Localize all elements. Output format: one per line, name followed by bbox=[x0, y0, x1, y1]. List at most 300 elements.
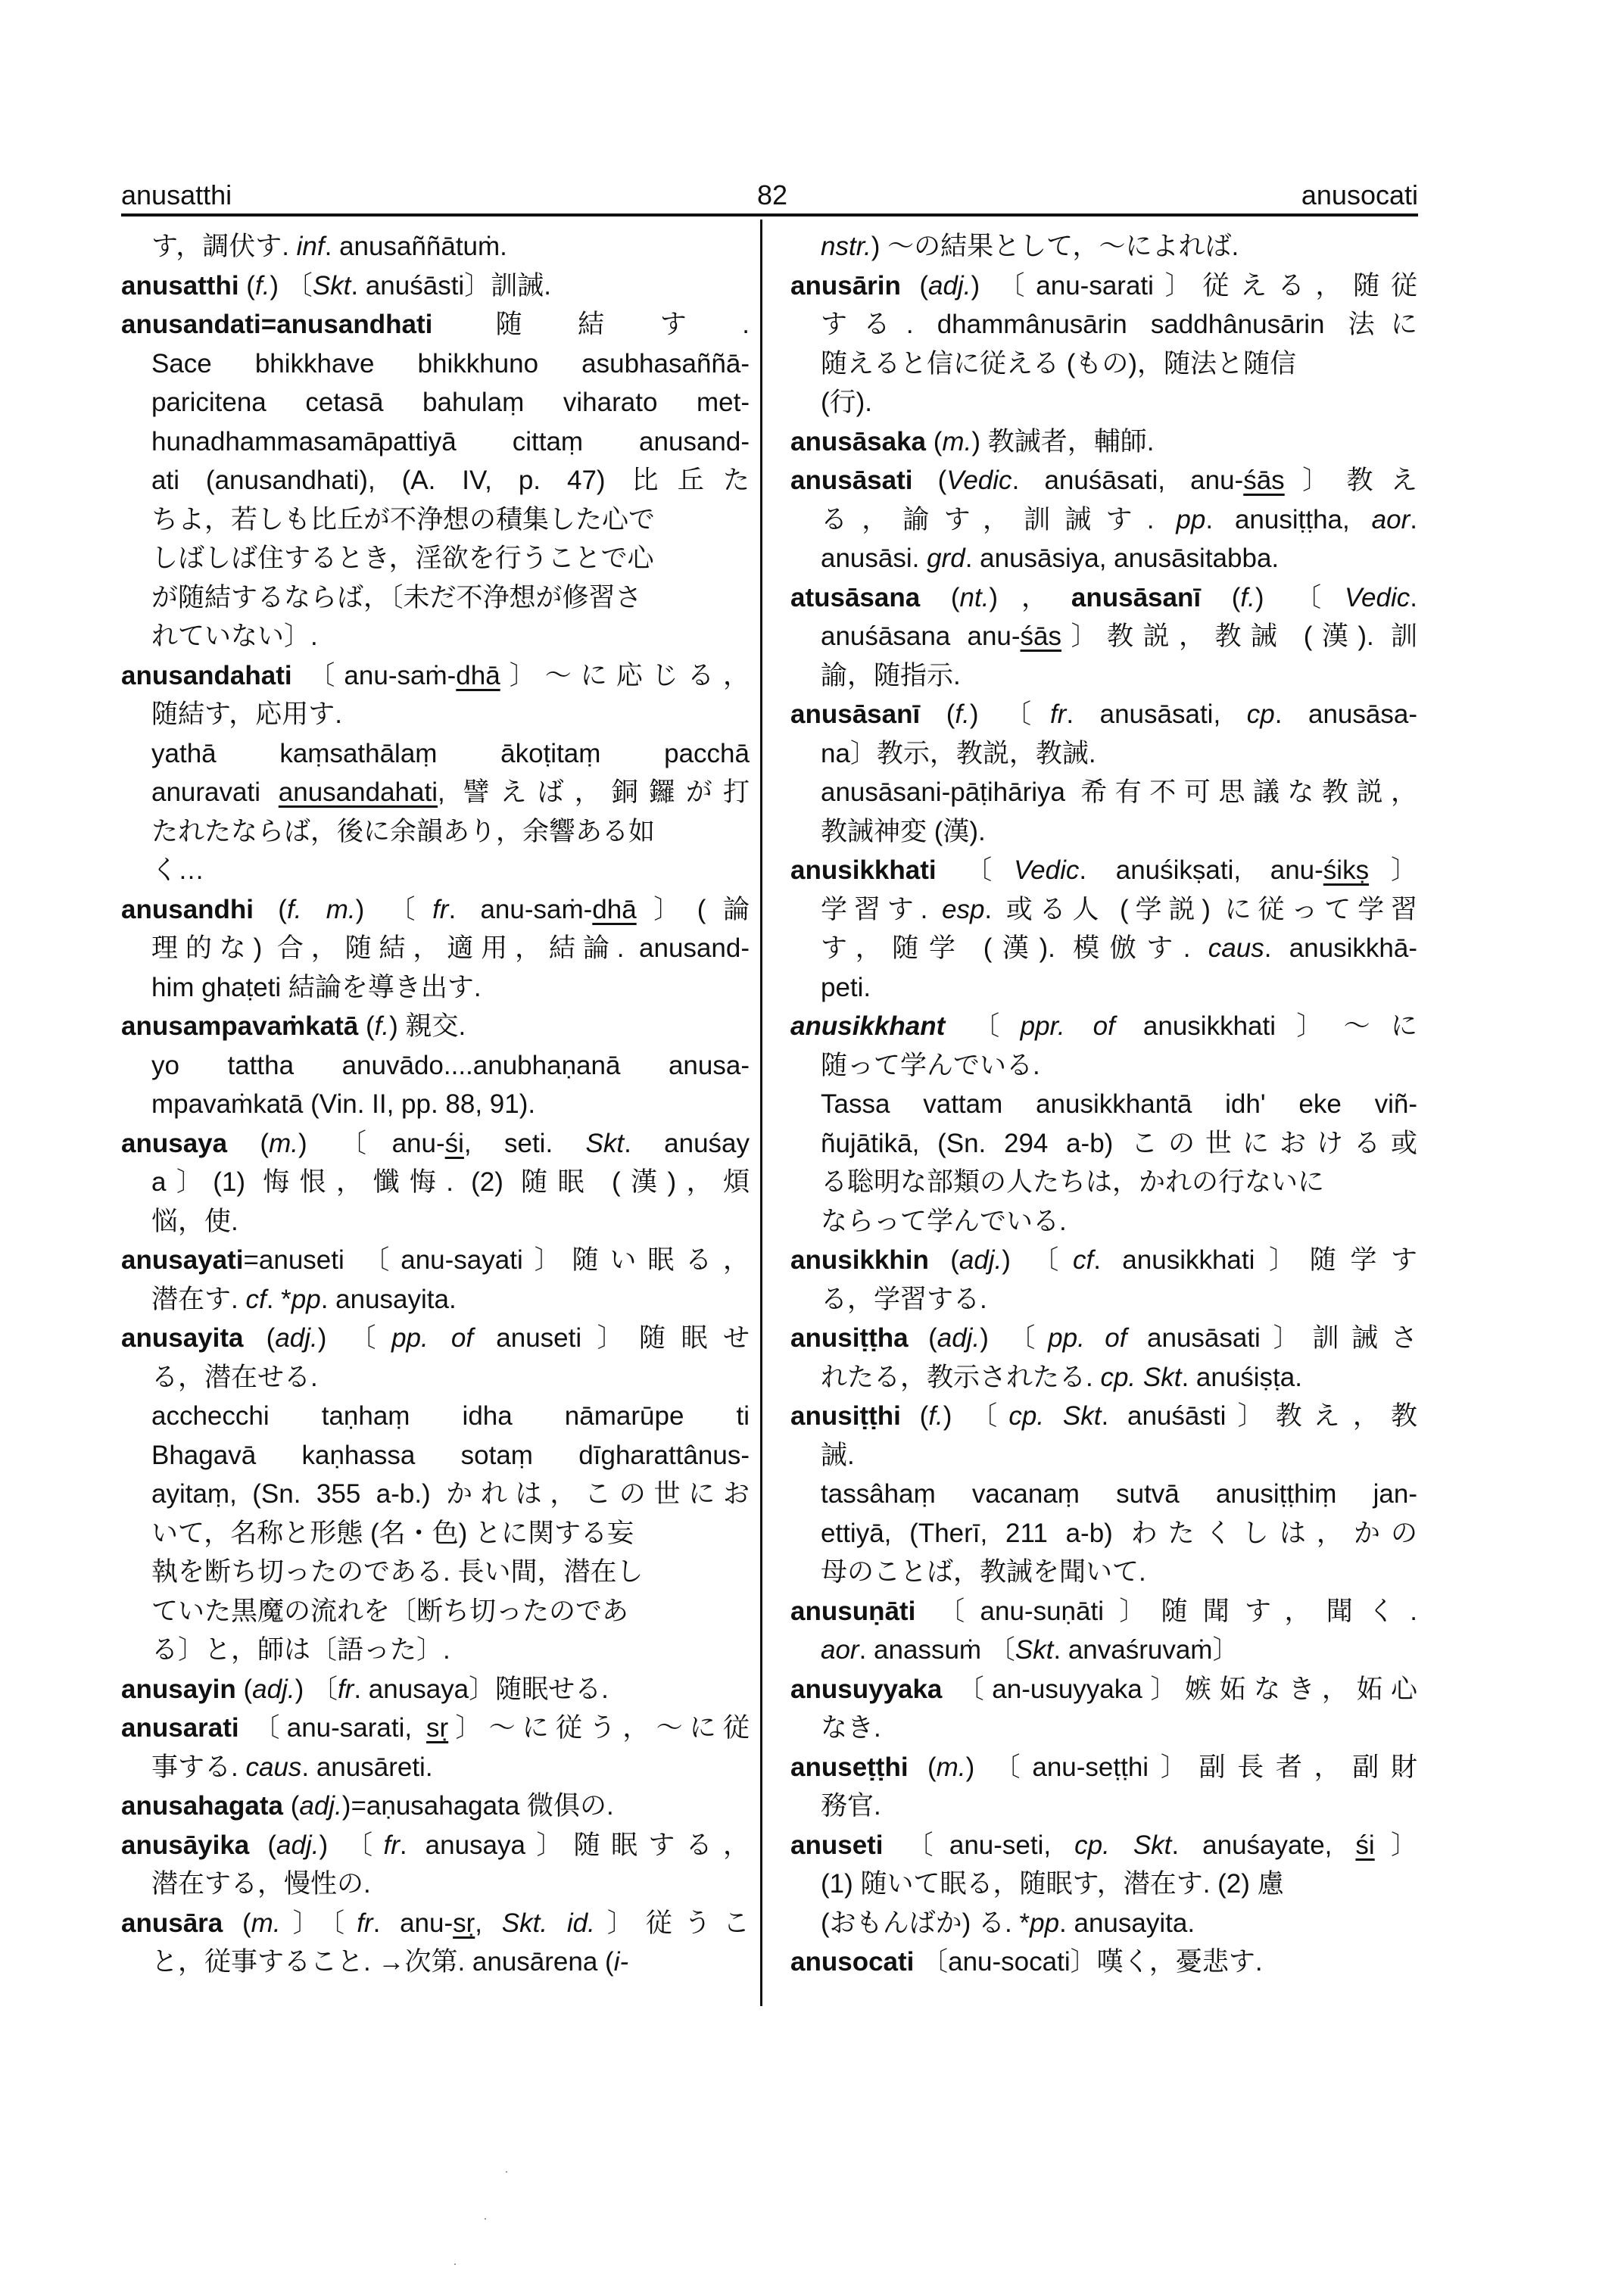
entry-text: 〔anu-saṁ- bbox=[291, 660, 457, 690]
grammar-abbrev: f. bbox=[1240, 582, 1255, 612]
entry-text: . anusāsati, bbox=[1066, 699, 1247, 729]
entry-text: . anuśayate, bbox=[1171, 1830, 1356, 1860]
headword: anusarati bbox=[121, 1713, 239, 1743]
headword: anusāra bbox=[121, 1908, 223, 1938]
entry-continuation-line bbox=[790, 1202, 1417, 1242]
entry-text: . anuśāsti〕訓誡. bbox=[351, 270, 551, 301]
headword: anuseṭṭhi bbox=[790, 1752, 909, 1782]
grammar-abbrev: adj. bbox=[252, 1674, 295, 1704]
entry-text: 潜在す. bbox=[151, 1284, 246, 1314]
dictionary-entry-line bbox=[121, 890, 750, 930]
dictionary-entry-line bbox=[790, 695, 1417, 734]
headword: anusāsanī bbox=[1071, 582, 1202, 612]
entry-continuation-line bbox=[790, 1124, 1417, 1164]
entry-text: 執を断ち切ったのである. 長い間，潜在し bbox=[151, 1557, 644, 1587]
grammar-abbrev: ppr. of bbox=[1020, 1011, 1115, 1041]
headword: anusandahati bbox=[121, 660, 292, 690]
dictionary-entry-line bbox=[790, 422, 1417, 462]
root-underlined: sṛ bbox=[426, 1713, 449, 1743]
entry-text: ちよ，若しも比丘が不浄想の積集した心で bbox=[151, 504, 656, 534]
dictionary-entry-line bbox=[790, 851, 1417, 890]
entry-continuation-line bbox=[121, 1631, 750, 1670]
grammar-abbrev: fr bbox=[383, 1830, 400, 1860]
dictionary-entry-line bbox=[121, 1787, 750, 1826]
entry-text: 誡. bbox=[821, 1440, 855, 1470]
entry-continuation-line bbox=[121, 617, 750, 656]
entry-text: anusāsi. bbox=[821, 544, 927, 573]
entry-continuation-line bbox=[790, 1553, 1417, 1592]
entry-text: ) 〔 bbox=[270, 270, 313, 301]
entry-text: 〕 bbox=[1374, 1830, 1417, 1860]
entry-continuation-line bbox=[790, 500, 1417, 540]
entry-text: na〕教示，教説，教誡. bbox=[821, 738, 1096, 768]
entry-text: . anusaya〕随眠せる. bbox=[354, 1674, 609, 1704]
entry-text: ) 〔anu-seṭṭhi〕副長者，副財 bbox=[965, 1752, 1417, 1782]
entry-text: . bbox=[1410, 582, 1417, 612]
dictionary-entry-line bbox=[121, 1709, 750, 1748]
entry-text: く… bbox=[151, 855, 205, 885]
entry-text: 諭，随指示. bbox=[821, 660, 961, 690]
headword: anusandati=anusandhati bbox=[121, 310, 433, 339]
entry-text: る，学習する. bbox=[821, 1284, 987, 1314]
entry-text: =anuseti 〔anu-sayati〕随い眠る， bbox=[243, 1245, 750, 1275]
entry-text: . anuśikṣati, anu- bbox=[1079, 855, 1323, 885]
entry-continuation-line bbox=[121, 1592, 750, 1631]
headword: anuseti bbox=[790, 1830, 884, 1860]
entry-continuation-line bbox=[121, 1046, 750, 1086]
entry-text: a〕(1) 悔恨，懺悔. (2) 随眠 (漢)，煩 bbox=[151, 1167, 750, 1197]
grammar-abbrev: Skt. id. bbox=[501, 1908, 595, 1938]
entry-text: 随結す. bbox=[432, 310, 750, 339]
entry-text: . anvaśruvaṁ〕 bbox=[1053, 1635, 1239, 1665]
dictionary-entry-line bbox=[790, 461, 1417, 500]
entry-text: (1) 随いて眠る，随眠す，潜在す. (2) 慮 bbox=[821, 1869, 1284, 1899]
entry-text: ( bbox=[243, 1323, 276, 1353]
headword: anusikkhin bbox=[790, 1245, 929, 1275]
grammar-abbrev: cp. Skt bbox=[1008, 1401, 1102, 1431]
entry-continuation-line bbox=[121, 812, 750, 852]
entry-continuation-line bbox=[121, 1475, 750, 1514]
grammar-abbrev: aor bbox=[821, 1635, 859, 1665]
entry-text: 学習す. bbox=[821, 894, 942, 924]
entry-text: . anuśāsti〕教え，教 bbox=[1101, 1401, 1417, 1431]
entry-text: なき. bbox=[821, 1713, 881, 1743]
headword: anusāsanī bbox=[790, 699, 921, 729]
root-underlined: anusandahati bbox=[278, 777, 438, 807]
entry-text: . anusikkhati〕随学す bbox=[1093, 1245, 1417, 1275]
entry-text: ( bbox=[926, 426, 943, 456]
grammar-abbrev: pp bbox=[1030, 1908, 1060, 1938]
headword: anusayita bbox=[121, 1323, 244, 1353]
entry-continuation-line bbox=[121, 1202, 750, 1242]
dictionary-entry-line bbox=[790, 578, 1417, 618]
entry-text: ñujātikā, (Sn. 294 a-b) この世における或 bbox=[821, 1128, 1417, 1158]
entry-text: 〔anu-suṇāti〕随聞す，聞く. bbox=[915, 1596, 1417, 1626]
entry-continuation-line bbox=[121, 1085, 750, 1124]
entry-text: 〔anu-sarati, bbox=[238, 1713, 427, 1743]
entry-text: . anuśāsati, anu- bbox=[1011, 466, 1244, 495]
entry-text: , 譬えば，銅鑼が打 bbox=[437, 777, 750, 807]
dictionary-entry-line bbox=[121, 1904, 750, 1943]
grammar-abbrev: fr bbox=[357, 1908, 373, 1938]
entry-continuation-line bbox=[790, 812, 1417, 852]
root-underlined: śās bbox=[1020, 622, 1062, 651]
entry-text: ( bbox=[223, 1908, 251, 1938]
entry-text: 〔 bbox=[945, 1011, 1021, 1041]
entry-text: . anusayita. bbox=[1059, 1908, 1195, 1938]
headword: anusayati bbox=[121, 1245, 244, 1275]
entry-text: . anassuṁ 〔 bbox=[859, 1635, 1015, 1665]
entry-continuation-line bbox=[121, 929, 750, 968]
entry-text: ( bbox=[235, 1674, 253, 1704]
grammar-abbrev: i- bbox=[613, 1947, 629, 1977]
entry-text: ) 〔 bbox=[1002, 1245, 1073, 1275]
entry-text: mpavaṁkatā (Vin. II, pp. 88, 91). bbox=[151, 1089, 536, 1119]
entry-text: )=aṇusahagata 微俱の. bbox=[341, 1791, 614, 1821]
grammar-abbrev: aor bbox=[1371, 504, 1410, 534]
entry-text: , seti. bbox=[463, 1128, 586, 1158]
entry-continuation-line bbox=[790, 1865, 1417, 1904]
entry-text: ( bbox=[900, 270, 928, 301]
entry-continuation-line bbox=[121, 461, 750, 500]
entry-text: ( bbox=[249, 1830, 276, 1860]
entry-text: 〕〔 bbox=[280, 1908, 357, 1938]
entry-text: れたる，教示されたる. bbox=[821, 1362, 1101, 1392]
grammar-abbrev: m. bbox=[942, 426, 972, 456]
entry-text: anuseti〕随眠せ bbox=[473, 1323, 750, 1353]
entry-text: 〕教え bbox=[1284, 466, 1417, 495]
headword: anusuyyaka bbox=[790, 1674, 943, 1704]
entry-continuation-line bbox=[121, 1748, 750, 1787]
entry-text: 事する. bbox=[151, 1752, 246, 1782]
entry-text: 悩，使. bbox=[151, 1206, 238, 1236]
entry-text: 務官. bbox=[821, 1791, 881, 1821]
headword: anusandhi bbox=[121, 894, 254, 924]
grammar-abbrev: Vedic bbox=[1014, 855, 1080, 885]
grammar-abbrev: grd bbox=[927, 544, 965, 573]
grammar-abbrev: pp. of bbox=[391, 1323, 474, 1353]
dictionary-entry-line bbox=[121, 1826, 750, 1865]
dictionary-entry-line bbox=[790, 266, 1417, 306]
entry-text: ) 〔 bbox=[943, 1401, 1009, 1431]
entry-text: . anuśay bbox=[624, 1128, 750, 1158]
dictionary-entry-line bbox=[790, 1826, 1417, 1865]
root-underlined: śi bbox=[444, 1128, 464, 1158]
headword: anusāyika bbox=[121, 1830, 250, 1860]
grammar-abbrev: f. bbox=[955, 699, 970, 729]
entry-continuation-line bbox=[121, 539, 750, 578]
grammar-abbrev: adj. bbox=[275, 1323, 318, 1353]
entry-continuation-line bbox=[121, 1397, 750, 1436]
entry-text: 〔anu-seti, bbox=[883, 1830, 1075, 1860]
entry-continuation-line bbox=[790, 383, 1417, 422]
grammar-abbrev: fr bbox=[432, 894, 449, 924]
entry-text: 随って学んでいる. bbox=[821, 1050, 1040, 1080]
entry-text: 〔anu-socati〕嘆く，憂悲す. bbox=[914, 1947, 1263, 1977]
entry-continuation-line bbox=[790, 890, 1417, 930]
entry-continuation-line bbox=[121, 1280, 750, 1319]
grammar-abbrev: nt. bbox=[959, 582, 990, 612]
entry-text: ) 〔 bbox=[969, 699, 1050, 729]
entry-continuation-line bbox=[790, 1280, 1417, 1319]
entry-continuation-line bbox=[121, 227, 750, 266]
entry-continuation-line bbox=[790, 1787, 1417, 1826]
grammar-abbrev: adj. bbox=[959, 1245, 1002, 1275]
entry-text: . anusāsiya, anusāsitabba. bbox=[965, 544, 1280, 573]
entry-text: 〕従うこ bbox=[594, 1908, 750, 1938]
grammar-abbrev: Vedic bbox=[1344, 582, 1410, 612]
entry-text: acchecchi taṇhaṃ idha nāmarūpe ti bbox=[151, 1401, 750, 1431]
entry-text: る，潜在せる. bbox=[151, 1362, 318, 1392]
entry-text: anusikkhati〕～に bbox=[1114, 1011, 1417, 1041]
entry-text: ayitaṃ, (Sn. 355 a-b.) かれは，この世にお bbox=[151, 1479, 750, 1509]
entry-continuation-line bbox=[121, 734, 750, 774]
entry-text: Sace bhikkhave bhikkhuno asubhasaññā- bbox=[151, 348, 750, 379]
entry-text: . anusaññātuṁ. bbox=[324, 232, 507, 261]
headword: anusocati bbox=[790, 1947, 915, 1977]
entry-text: ) ～の結果として，～によれば. bbox=[871, 232, 1239, 261]
entry-continuation-line bbox=[790, 617, 1417, 656]
entry-text: 随えると信に従える (もの)，随法と随信 bbox=[821, 348, 1297, 379]
root-underlined: śikṣ bbox=[1323, 855, 1370, 885]
entry-continuation-line bbox=[790, 1904, 1417, 1943]
entry-text: 〕教説，教誡 (漢). 訓 bbox=[1061, 622, 1417, 651]
entry-continuation-line bbox=[790, 968, 1417, 1008]
entry-continuation-line bbox=[790, 1631, 1417, 1670]
entry-text: anusāsati〕訓誡さ bbox=[1127, 1323, 1417, 1353]
entry-text: ( bbox=[1201, 582, 1241, 612]
entry-continuation-line bbox=[790, 1085, 1417, 1124]
entry-text: 教誡神変 (漢). bbox=[821, 816, 986, 846]
grammar-abbrev: m. bbox=[251, 1908, 281, 1938]
headword: anusaya bbox=[121, 1128, 228, 1158]
entry-text: . anu- bbox=[372, 1908, 454, 1938]
entry-text: . anusāsa- bbox=[1274, 699, 1417, 729]
headword: anusikkhati bbox=[790, 855, 937, 885]
entry-text: peti. bbox=[821, 972, 871, 1002]
entry-text: . anusayita. bbox=[320, 1284, 457, 1314]
grammar-abbrev: caus bbox=[245, 1752, 302, 1782]
grammar-abbrev: f. bbox=[928, 1401, 943, 1431]
entry-text: paricitena cetasā bahulaṃ viharato met- bbox=[151, 388, 750, 417]
entry-text: ( bbox=[920, 582, 960, 612]
grammar-abbrev: cp. Skt bbox=[1074, 1830, 1172, 1860]
entry-text: す，調伏す. bbox=[151, 232, 297, 261]
headword: anusuṇāti bbox=[790, 1596, 916, 1626]
entry-text: ( bbox=[238, 270, 255, 301]
entry-text: him ghaṭeti 結論を導き出す. bbox=[151, 972, 482, 1002]
entry-text: ( bbox=[254, 894, 287, 924]
grammar-abbrev: nstr. bbox=[821, 232, 871, 261]
entry-text: ていた黒魔の流れを〔断ち切ったのであ bbox=[151, 1596, 629, 1626]
entry-continuation-line bbox=[790, 773, 1417, 812]
entry-text: ) 〔 bbox=[319, 1830, 384, 1860]
dictionary-entry-line bbox=[790, 1592, 1417, 1631]
entry-text: る〕と，師は〔語った〕. bbox=[151, 1635, 450, 1665]
entry-text: . anusikkhā- bbox=[1264, 933, 1417, 963]
dictionary-entry-line bbox=[790, 1943, 1417, 1982]
right-column bbox=[790, 227, 1417, 1982]
entry-text: 〕 bbox=[1369, 855, 1417, 885]
entry-text: 母のことば，教誡を聞いて. bbox=[821, 1557, 1146, 1587]
entry-text: . 或る人 (学説) に従って学習 bbox=[984, 894, 1417, 924]
grammar-abbrev: f. bbox=[374, 1011, 390, 1041]
entry-continuation-line bbox=[121, 1436, 750, 1475]
entry-text: ) 〔anu-sarati〕従える，随従 bbox=[971, 270, 1417, 301]
entry-continuation-line bbox=[790, 227, 1417, 266]
entry-text: ) 〔 bbox=[355, 894, 433, 924]
headword: anusiṭṭhi bbox=[790, 1401, 901, 1431]
entry-text: れていない〕. bbox=[151, 622, 318, 651]
dictionary-entry-line bbox=[790, 1397, 1417, 1436]
entry-text: anuśāsana anu- bbox=[821, 622, 1021, 651]
dictionary-entry-line bbox=[790, 1748, 1417, 1787]
entry-continuation-line bbox=[121, 1865, 750, 1904]
grammar-abbrev: caus bbox=[1208, 933, 1264, 963]
entry-text: ettiyā, (Therī, 211 a-b) わたくしは，かの bbox=[821, 1518, 1417, 1548]
entry-text: hunadhammasamāpattiyā cittaṃ anusand- bbox=[151, 426, 750, 456]
left-column bbox=[121, 227, 750, 1982]
entry-text: ) 〔anu- bbox=[298, 1128, 445, 1158]
header-rule bbox=[121, 213, 1418, 217]
entry-text: ( bbox=[358, 1011, 375, 1041]
entry-text: たれたならば，後に余韻あり，余響ある如 bbox=[151, 816, 656, 846]
grammar-abbrev: cf bbox=[1072, 1245, 1094, 1275]
headword: anusārin bbox=[790, 270, 901, 301]
entry-text: ( bbox=[908, 1752, 937, 1782]
headword: atusāsana bbox=[790, 582, 921, 612]
entry-text: ( bbox=[912, 466, 947, 495]
dictionary-entry-line bbox=[790, 1319, 1417, 1358]
grammar-abbrev: fr bbox=[337, 1674, 354, 1704]
entry-continuation-line bbox=[121, 1163, 750, 1202]
dictionary-entry-line bbox=[121, 1007, 750, 1046]
entry-text: )， bbox=[989, 582, 1071, 612]
entry-text: 〔 bbox=[936, 855, 1015, 885]
entry-text: しばしば住するとき，淫欲を行うことで心 bbox=[151, 544, 654, 573]
entry-continuation-line bbox=[121, 695, 750, 734]
entry-text: す，随学 (漢). 模倣す. bbox=[821, 933, 1208, 963]
entry-text: yathā kaṃsathālaṃ ākoṭitaṃ pacchā bbox=[151, 738, 750, 768]
entry-text: anusāsani-pāṭihāriya 希有不可思議な教説， bbox=[821, 777, 1417, 807]
entry-text: . * bbox=[266, 1284, 291, 1314]
entry-continuation-line bbox=[121, 422, 750, 462]
grammar-abbrev: fr bbox=[1049, 699, 1067, 729]
entry-text: 随結す，応用す. bbox=[151, 699, 342, 729]
entry-text: る，諭す，訓誡す. bbox=[821, 504, 1177, 534]
dictionary-entry-line bbox=[121, 1241, 750, 1280]
entry-text: . anusiṭṭha, bbox=[1205, 504, 1372, 534]
entry-continuation-line bbox=[790, 1163, 1417, 1202]
entry-text: と，従事すること. →次第. anusārena ( bbox=[151, 1947, 614, 1977]
entry-text: , bbox=[475, 1908, 502, 1938]
entry-text: Tassa vattam anusikkhantā idh' eke viñ- bbox=[821, 1089, 1417, 1119]
dictionary-entry-line bbox=[121, 266, 750, 306]
dictionary-entry-line bbox=[121, 656, 750, 696]
entry-continuation-line bbox=[790, 1046, 1417, 1086]
entry-text: 〔an-usuyyaka〕嫉妬なき，妬心 bbox=[942, 1674, 1417, 1704]
headword: anusahagata bbox=[121, 1791, 283, 1821]
root-underlined: śi bbox=[1355, 1830, 1375, 1860]
entry-text: ) 〔 bbox=[295, 1674, 338, 1704]
grammar-abbrev: adj. bbox=[299, 1791, 342, 1821]
entry-continuation-line bbox=[121, 500, 750, 540]
entry-text: 〕(論 bbox=[636, 894, 750, 924]
entry-text: (行). bbox=[821, 388, 873, 417]
headword: anusiṭṭha bbox=[790, 1323, 909, 1353]
scan-speck bbox=[485, 2218, 486, 2220]
grammar-abbrev: m. bbox=[269, 1128, 298, 1158]
entry-continuation-line bbox=[121, 578, 750, 618]
entry-continuation-line bbox=[121, 968, 750, 1008]
grammar-abbrev: f. m. bbox=[286, 894, 356, 924]
entry-text: 〕～に応じる， bbox=[500, 660, 750, 690]
entry-text: ) 〔 bbox=[1255, 582, 1345, 612]
entry-text: ( bbox=[900, 1401, 929, 1431]
headword: anusikkhant bbox=[790, 1011, 946, 1041]
grammar-abbrev: adj. bbox=[937, 1323, 980, 1353]
entry-text: ( bbox=[282, 1791, 300, 1821]
entry-text: . anu-saṁ- bbox=[448, 894, 593, 924]
grammar-abbrev: cp bbox=[1246, 699, 1275, 729]
dictionary-entry-line bbox=[121, 1670, 750, 1709]
grammar-abbrev: pp bbox=[291, 1284, 321, 1314]
entry-continuation-line bbox=[790, 929, 1417, 968]
grammar-abbrev: Skt bbox=[312, 270, 351, 301]
grammar-abbrev: esp bbox=[941, 894, 985, 924]
entry-continuation-line bbox=[790, 656, 1417, 696]
dictionary-entry-line bbox=[121, 1319, 750, 1358]
entry-text: . anusāreti. bbox=[301, 1752, 433, 1782]
entry-text: . anuśiṣṭa. bbox=[1181, 1362, 1302, 1392]
entry-continuation-line bbox=[790, 305, 1417, 344]
entry-text: tassâhaṃ vacanaṃ sutvā anusiṭṭhiṃ jan- bbox=[821, 1479, 1417, 1509]
entry-text: る聡明な部類の人たちは，かれの行ないに bbox=[821, 1167, 1325, 1197]
entry-text: ( bbox=[908, 1323, 937, 1353]
dictionary-entry-line bbox=[121, 1124, 750, 1164]
dictionary-entry-line bbox=[790, 1241, 1417, 1280]
grammar-abbrev: cf bbox=[245, 1284, 267, 1314]
entry-text: anuravati bbox=[151, 777, 279, 807]
entry-text: 〕～に従う，～に従 bbox=[448, 1713, 750, 1743]
entry-text: ならって学んでいる. bbox=[821, 1206, 1067, 1236]
headword: anusāsaka bbox=[790, 426, 927, 456]
entry-text: ) 親交. bbox=[389, 1011, 466, 1041]
root-underlined: dhā bbox=[456, 660, 500, 690]
root-underlined: sṛ bbox=[453, 1908, 475, 1938]
dictionary-entry-line bbox=[790, 1007, 1417, 1046]
scan-speck bbox=[454, 2263, 456, 2265]
entry-text: ( bbox=[920, 699, 955, 729]
entry-text: ) 教誡者，輔師. bbox=[971, 426, 1155, 456]
grammar-abbrev: pp. of bbox=[1048, 1323, 1127, 1353]
entry-text: ) 〔 bbox=[317, 1323, 392, 1353]
entry-continuation-line bbox=[790, 344, 1417, 384]
entry-continuation-line bbox=[121, 1514, 750, 1553]
entry-text: yo tattha anuvādo....anubhaṇanā anusa- bbox=[151, 1050, 750, 1080]
page-number: 82 bbox=[756, 179, 788, 210]
headword: anusāsati bbox=[790, 466, 913, 495]
root-underlined: dhā bbox=[592, 894, 637, 924]
entry-text: いて，名称と形態 (名・色) とに関する妄 bbox=[151, 1518, 634, 1548]
grammar-abbrev: Skt bbox=[585, 1128, 625, 1158]
entry-continuation-line bbox=[790, 539, 1417, 578]
column-divider bbox=[760, 220, 762, 2006]
entry-continuation-line bbox=[790, 1514, 1417, 1553]
entry-continuation-line bbox=[790, 1475, 1417, 1514]
entry-text: Bhagavā kaṇhassa sotaṃ dīgharattânus- bbox=[151, 1440, 750, 1470]
entry-continuation-line bbox=[790, 1358, 1417, 1397]
